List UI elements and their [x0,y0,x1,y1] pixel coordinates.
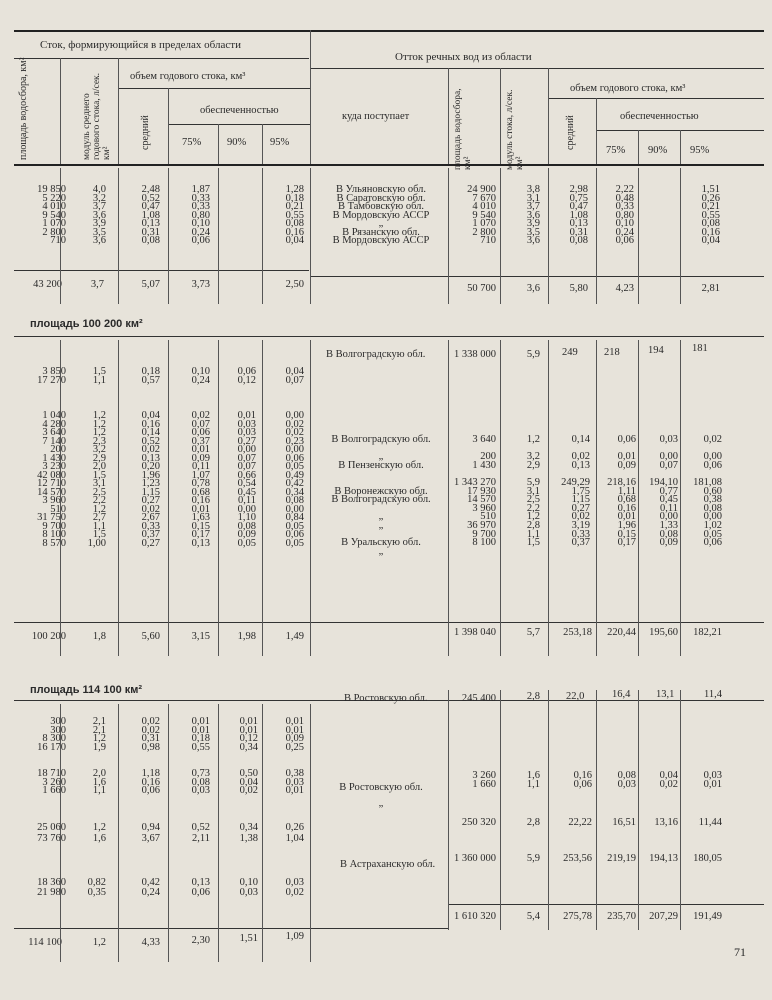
block3-top-out-p90: 13,1 [656,689,675,700]
block3-total-modulus: 1,2 [92,937,106,948]
column-rule [680,690,681,930]
block2-b-modulus: 1,2 1,2 1,2 2,3 3,2 2,9 2,0 1,5 3,1 2,5 2,2 1,2 2,7 1,1 1,5 1,00 [87,410,106,549]
block2-a-p95: 0,04 0,07 [285,366,304,386]
block3-total-p75: 2,30 [191,935,210,946]
block3-d-out-p75: 219,19 [607,853,636,864]
block3-b-out-mean: 0,16 0,06 [573,770,592,790]
block3-b-out-modulus: 1,6 1,1 [526,770,540,790]
header-rule [310,68,764,69]
block1-p95: 1,28 0,18 0,21 0,55 0,08 0,16 0,04 [285,184,304,246]
column-rule [168,340,169,656]
block2-total-out-area: 1 398 040 [454,627,496,638]
block2-top-where: В Волгоградскую обл. [326,349,426,360]
column-rule [262,340,263,656]
page-number: 71 [734,945,746,959]
block1-total-rule [310,276,764,277]
block3-a-area: 300 300 8 300 16 170 [37,716,66,753]
column-rule [60,168,61,304]
block2-b-p95: 0,00 0,02 0,02 0,23 0,00 0,06 0,05 0,49 0,42 0,34 0,08 0,00 0,84 0,05 0,06 0,05 [285,410,304,549]
out-p95-label: 95% [690,145,710,156]
block2-out-p90: 0,03 0,00 0,07 194,10 0,77 0,45 0,11 0,00 1,33 0,08 0,09 [649,434,678,549]
header-right-title: Отток речных вод из области [395,51,532,63]
block2-a-mean: 0,18 0,57 [141,366,160,386]
block2-total-rule [14,622,764,623]
column-rule [262,704,263,962]
block2-b-p75: 0,02 0,07 0,06 0,37 0,01 0,09 0,11 1,07 0,78 0,68 0,16 0,01 1,63 0,15 0,17 0,13 [191,410,210,549]
block1-total-out-p75: 4,23 [615,283,634,294]
block3-out-total-modulus: 5,4 [526,911,540,922]
block3-c-area: 25 060 73 760 [37,822,66,844]
column-rule [218,168,219,304]
block2-top-out-mean: 249 [562,347,578,358]
block2-top-out-area: 1 338 000 [454,349,496,360]
block1-total-mean: 5,07 [141,279,160,290]
block3-e-area: 18 360 21 980 [37,877,66,898]
out-p90-label: 90% [648,145,668,156]
block3-c-out-p95: 11,44 [698,817,722,828]
block3-d-out-modulus: 5,9 [526,853,540,864]
column-rule [168,168,169,304]
p95-label: 95% [270,137,290,148]
block3-b-out-p95: 0,03 0,01 [703,770,722,790]
column-rule [310,30,311,164]
p75-label: 75% [182,137,202,148]
column-rule [596,168,597,304]
block1-modulus: 4,0 3,2 3,7 3,6 3,9 3,5 3,6 [92,184,106,246]
block3-b-p90: 0,50 0,04 0,02 [239,768,258,796]
column-rule [548,340,549,656]
block3-total-rule [14,928,449,929]
column-rule [310,340,311,656]
block3-top-where: В Ростовскую обл. [344,693,428,704]
block2-total-mean: 5,60 [141,631,160,642]
block1-p75: 1,87 0,33 0,33 0,80 0,10 0,24 0,06 [191,184,210,246]
block3-e-p90: 0,10 0,03 [239,877,258,898]
block3-top-out-mean: 22,0 [566,691,585,702]
column-rule [168,88,169,164]
block2-top-rule [14,336,764,337]
column-rule [638,690,639,930]
block2-b-p90: 0,01 0,03 0,03 0,27 0,00 0,07 0,07 0,66 0,54 0,45 0,11 0,00 1,10 0,08 0,09 0,05 [237,410,256,549]
column-rule [168,704,169,962]
block3-out-total-mean: 275,78 [563,911,592,922]
column-rule [638,340,639,656]
block1-total-area: 43 200 [33,279,62,290]
block2-a-area: 3 850 17 270 [37,366,66,386]
block2-total-out-p75: 220,44 [607,627,636,638]
column-rule [596,98,597,164]
modulus-col-label: модуль среднего годового стока, л/сек. км² [82,72,112,160]
column-rule [548,68,549,164]
out-provision-label: обеспеченностью [620,111,699,122]
block2-a-p75: 0,10 0,24 [191,366,210,386]
column-rule [118,168,119,304]
block2-top-out-p75: 218 [604,347,620,358]
block3-a-p90: 0,01 0,01 0,12 0,34 [239,716,258,753]
column-rule [60,58,61,164]
where-col-label: куда поступает [342,111,410,122]
block2-title: площадь 100 200 км² [30,318,143,330]
block3-b-out-p75: 0,08 0,03 [617,770,636,790]
column-rule [118,704,119,962]
column-rule [118,340,119,656]
block2-out-p75: 0,06 0,01 0,09 218,16 1,11 0,68 0,16 0,01 1,96 0,15 0,17 [607,434,636,549]
block2-out-modulus: 1,2 3,2 2,9 5,9 3,1 2,5 2,2 1,2 2,8 1,1 1,5 [526,434,540,549]
area-col-label: площадь водосбора, км² [18,57,29,160]
column-rule [218,704,219,962]
column-rule [448,690,449,930]
block3-a-mean: 0,02 0,02 0,31 0,98 [141,716,160,753]
block3-d-out-p95: 180,05 [693,853,722,864]
block3-c-mean: 0,94 3,67 [141,822,160,844]
column-rule [310,168,311,304]
block2-a-modulus: 1,5 1,1 [92,366,106,386]
block1-total-rule [14,270,309,271]
block1-total-modulus: 3,7 [90,279,104,290]
column-rule [680,340,681,656]
block3-c-out-modulus: 2,8 [526,817,540,828]
block1-total-out-p95: 2,81 [701,283,720,294]
header-rule [168,124,310,125]
block3-title: площадь 114 100 км² [30,684,143,696]
column-rule [596,340,597,656]
column-rule [218,340,219,656]
out-volume-group-label: объем годового стока, км³ [570,83,686,94]
column-rule [448,68,449,164]
block3-d-out-p90: 194,13 [649,853,678,864]
block2-out-area: 3 640 200 1 430 1 343 270 17 930 14 570 3 960 510 36 970 9 700 8 100 [454,434,496,549]
header-bottom-rule [14,164,764,166]
column-rule [548,690,549,930]
block1-total-out-modulus: 3,6 [526,283,540,294]
block3-a-modulus: 2,1 2,1 1,2 1,9 [92,716,106,753]
block3-e-mean: 0,42 0,24 [141,877,160,898]
block2-top-out-p90: 194 [648,345,664,356]
block3-c-out-mean: 22,22 [568,817,592,828]
column-rule [596,690,597,930]
block3-e-p95: 0,03 0,02 [285,877,304,898]
column-rule [448,168,449,304]
header-left-title: Сток, формирующийся в пределах области [40,39,241,51]
block3-out-total-p90: 207,29 [649,911,678,922]
block3-b-out-p90: 0,04 0,02 [659,770,678,790]
block3-e-modulus: 0,82 0,35 [87,877,106,898]
block1-total-p75: 3,73 [191,279,210,290]
column-rule [310,704,311,962]
mean-col-label: средний [140,115,151,150]
block1-out-modulus: 3,8 3,1 3,7 3,6 3,9 3,5 3,6 [526,184,540,246]
p90-label: 90% [227,137,247,148]
block2-top-out-modulus: 5,9 [526,349,540,360]
block1-total-out-mean: 5,80 [569,283,588,294]
block3-top-out-modulus: 2,8 [526,691,540,702]
block1-total-p95: 2,50 [285,279,304,290]
block3-d-out-area: 1 360 000 [454,853,496,864]
block3-e-p75: 0,13 0,06 [191,877,210,898]
header-rule [14,58,309,59]
block3-total-p95: 1,09 [285,931,304,942]
block3-total-p90: 1,51 [239,933,258,944]
block3-total-mean: 4,33 [141,937,160,948]
block3-top-out-p95: 11,4 [704,689,722,700]
block2-out-p95: 0,02 0,00 0,06 181,08 0,60 0,38 0,08 0,00 1,02 0,05 0,06 [693,434,722,549]
column-rule [680,130,681,164]
header-rule [548,98,764,99]
block1-out-mean: 2,98 0,75 0,47 1,08 0,13 0,31 0,08 [569,184,588,246]
block3-b-mean: 1,18 0,16 0,06 [141,768,160,796]
block3-c-out-area: 250 320 [461,817,496,828]
block3-c-out-p75: 16,51 [612,817,636,828]
block1-out-area: 24 900 7 670 4 010 9 540 1 070 2 800 710 [467,184,496,246]
block2-b-mean: 0,04 0,16 0,14 0,52 0,02 0,13 0,20 1,96 1,23 1,15 0,27 0,02 2,67 0,33 0,37 0,27 [141,410,160,549]
block3-b-out-area: 3 260 1 660 [472,770,496,790]
block3-c-p75: 0,52 2,11 [191,822,210,844]
block1-out-p95: 1,51 0,26 0,21 0,55 0,08 0,16 0,04 [701,184,720,246]
block3-c-modulus: 1,2 1,6 [92,822,106,844]
column-rule [448,340,449,656]
column-rule [548,168,549,304]
block3-a-p95: 0,01 0,01 0,09 0,25 [285,716,304,753]
block1-out-p75: 2,22 0,48 0,33 0,80 0,10 0,24 0,06 [615,184,634,246]
column-rule [500,340,501,656]
block2-where: В Волгоградскую обл. „ В Пензенскую обл. В Воронежскую обл. В Волгоградскую обл. „ „ В Уральскую обл. „ [331,434,431,557]
block1-mean: 2,48 0,52 0,47 1,08 0,13 0,31 0,08 [141,184,160,246]
block3-b-modulus: 2,0 1,6 1,1 [92,768,106,796]
column-rule [262,124,263,164]
column-rule [60,704,61,962]
block2-b-area: 1 040 4 280 3 640 7 140 200 1 430 3 230 42 080 12 710 14 570 3 960 510 31 750 9 700 8 100 8 570 [37,410,66,549]
column-rule [638,130,639,164]
block3-c-p95: 0,26 1,04 [285,822,304,844]
block2-total-out-p95: 182,21 [693,627,722,638]
block2-total-out-modulus: 5,7 [526,627,540,638]
column-rule [118,58,119,164]
block2-total-p95: 1,49 [285,631,304,642]
column-rule [262,168,263,304]
out-p75-label: 75% [606,145,626,156]
block3-d-where: В Астраханскую обл. [340,859,436,870]
out-modulus-col-label: модуль стока, л/сек. км² [505,89,525,170]
column-rule [500,690,501,930]
block2-a-p90: 0,06 0,12 [237,366,256,386]
block2-total-out-mean: 253,18 [563,627,592,638]
block3-b-area: 18 710 3 260 1 660 [37,768,66,796]
out-area-col-label: площадь водосбора, км² [453,88,473,170]
header-top-rule [14,30,764,32]
block1-total-out-area: 50 700 [467,283,496,294]
provision-label: обеспеченностью [200,105,279,116]
out-mean-col-label: средний [565,115,576,150]
block3-total-area: 114 100 [28,937,62,948]
block2-total-p75: 3,15 [191,631,210,642]
column-rule [680,168,681,304]
volume-group-label: объем годового стока, км³ [130,71,246,82]
column-rule [500,168,501,304]
block3-c-out-p90: 13,16 [654,817,678,828]
block3-out-total-p75: 235,70 [607,911,636,922]
column-rule [638,168,639,304]
block3-c-p90: 0,34 1,38 [239,822,258,844]
header-rule [118,88,310,89]
block2-total-out-p90: 195,60 [649,627,678,638]
block2-top-out-p95: 181 [692,343,708,354]
block3-out-total-p95: 191,49 [693,911,722,922]
block2-total-area: 100 200 [31,631,66,642]
block3-d-out-mean: 253,56 [563,853,592,864]
block3-a-p75: 0,01 0,01 0,18 0,55 [191,716,210,753]
block2-total-modulus: 1,8 [92,631,106,642]
column-rule [500,68,501,164]
block2-total-p90: 1,98 [237,631,256,642]
block1-where: В Ульяновскую обл. В Саратовскую обл. В Тамбовскую обл. В Мордовскую АССР „ В Рязанскую обл. В Мордовскую АССР [332,184,430,246]
block1-area: 19 850 5 220 4 010 9 540 1 070 2 800 710 [37,184,66,246]
block2-out-mean: 0,14 0,02 0,13 249,29 1,75 1,15 0,27 0,02 3,19 0,33 0,37 [561,434,590,549]
block3-top-out-p75: 16,4 [612,689,631,700]
block3-out-total-area: 1 610 320 [454,911,496,922]
block3-top-out-area: 245 400 [461,693,496,704]
block3-b-where: В Ростовскую обл. „ [339,782,423,809]
block3-b-p95: 0,38 0,03 0,01 [285,768,304,796]
column-rule [218,124,219,164]
block3-out-total-rule [448,904,764,905]
block3-b-p75: 0,73 0,08 0,03 [191,768,210,796]
column-rule [60,340,61,656]
